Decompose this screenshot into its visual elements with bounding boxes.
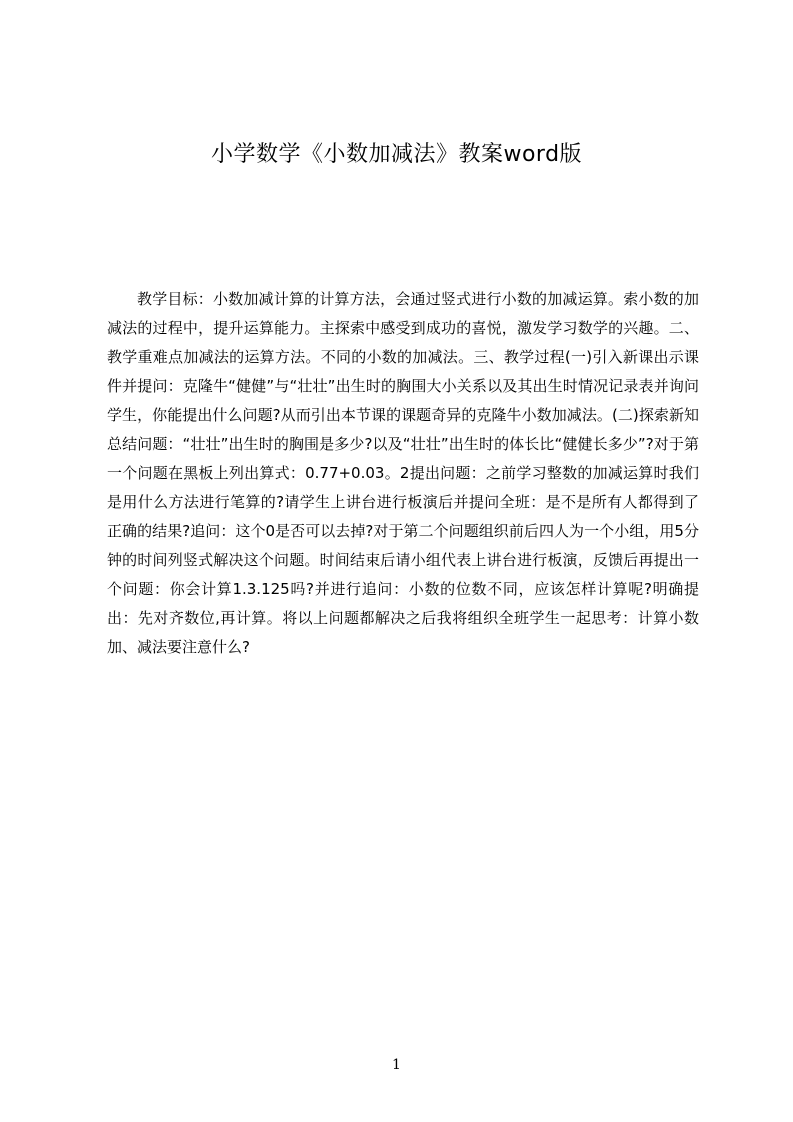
document-body-paragraph: 教学目标：小数加减计算的计算方法，会通过竖式进行小数的加减运算。索小数的加减法的过程中，提升运算能力。主探索中感受到成功的喜悦，激发学习数学的兴趣。二、教学重难点加减法的运算方法。不同的小数的加减法。三、教学过程(一)引入新课出示课件并提问：克隆牛“健健”与“壮壮”出生时的胸围大小关系以及其出生时情况记录表并询问学生，你能提出什么问题?从而引出本节课的课题奇异的克隆牛小数加减法。(二)探索新知总结问题：“壮壮”出生时的胸围是多少?以及“壮壮”出生时的体长比“健健长多少”?对于第一个问题在黑板上列出算式：0.77+0.03。2提出问题：之前学习整数的加减运算时我们是用什么方法进行笔算的?请学生上讲台进行板演后并提问全班：是不是所有人都得到了正确的结果?追问：这个0是否可以去掉?对于第二个问题组织前后四人为一个小组，用5分钟的时间列竖式解决这个问题。时间结束后请小组代表上讲台进行板演，反馈后再提出一个问题：你会计算1.3.125吗?并进行追问：小数的位数不同，应该怎样计算呢?明确提出：先对齐数位,再计算。将以上问题都解决之后我将组织全班学生一起思考：计算小数加、减法要注意什么? — [107, 290, 699, 656]
document-title: 小学数学《小数加减法》教案word版 — [210, 142, 583, 167]
page-number: 1 — [392, 1057, 401, 1073]
